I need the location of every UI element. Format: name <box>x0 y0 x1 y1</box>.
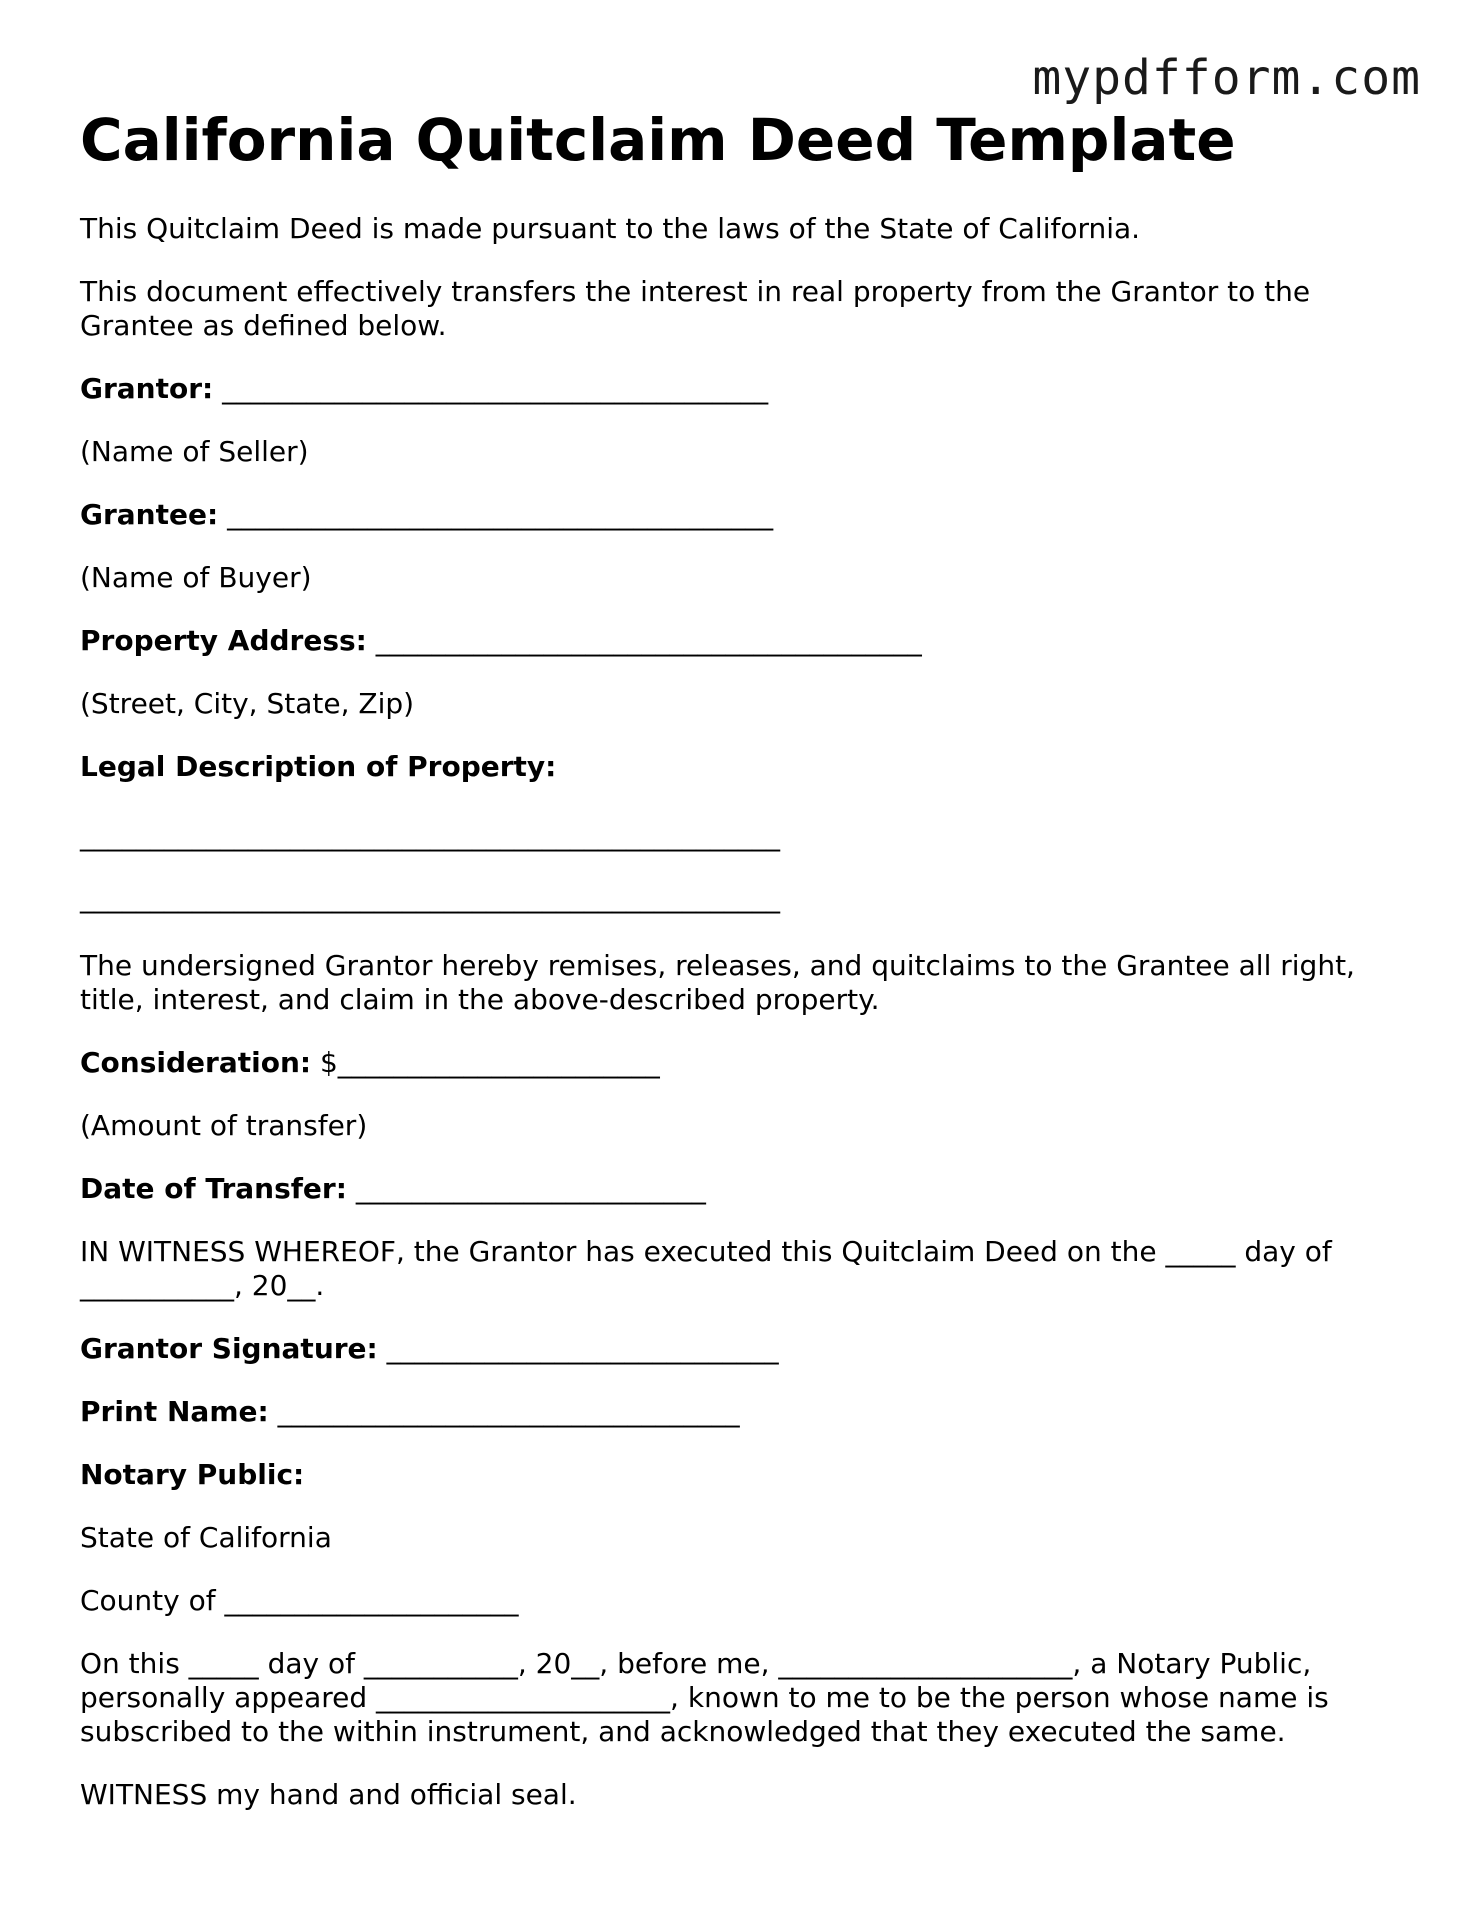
date-of-transfer-field <box>80 1172 1400 1206</box>
intro-paragraph-2: This document effectively transfers the interest in real property from the Grantor to the Grantee as defined below. <box>80 275 1311 342</box>
notary-county: County of _____________________ <box>80 1584 519 1617</box>
grantor-signature-field <box>80 1332 1400 1366</box>
notary-field <box>80 1458 1400 1492</box>
legal-description-label: Legal Description of Property: <box>80 750 557 783</box>
grantor-field <box>80 372 1400 406</box>
grantee-blank[interactable]: _______________________________________ <box>227 498 774 531</box>
date-of-transfer-blank[interactable]: _________________________ <box>355 1172 706 1205</box>
grantee-hint: (Name of Buyer) <box>80 561 312 594</box>
remise-paragraph: The undersigned Grantor hereby remises, releases, and quitclaims to the Grantee all right, title, interest, and claim in the above-described property. <box>80 949 1355 1016</box>
print-name-label: Print Name: <box>80 1395 269 1428</box>
property-address-label: Property Address: <box>80 624 367 657</box>
consideration-field <box>80 1046 1400 1080</box>
print-name-blank[interactable]: _________________________________ <box>277 1395 740 1428</box>
watermark: mypdfform.com <box>1032 50 1421 106</box>
property-address-field <box>80 624 1400 658</box>
notary-seal-statement: WITNESS my hand and official seal. <box>80 1778 577 1811</box>
consideration-blank[interactable]: $_______________________ <box>319 1046 660 1079</box>
consideration-hint: (Amount of transfer) <box>80 1109 368 1142</box>
notary-label: Notary Public: <box>80 1458 305 1491</box>
intro-paragraph-1: This Quitclaim Deed is made pursuant to the laws of the State of California. <box>80 212 1141 245</box>
grantor-blank[interactable]: _______________________________________ <box>222 372 769 405</box>
grantor-signature-label: Grantor Signature: <box>80 1332 378 1365</box>
property-address-hint: (Street, City, State, Zip) <box>80 687 415 720</box>
grantor-hint: (Name of Seller) <box>80 435 309 468</box>
legal-description-line-1[interactable]: __________________________________________________ <box>80 819 780 852</box>
date-of-transfer-label: Date of Transfer: <box>80 1172 347 1205</box>
property-address-blank[interactable]: _______________________________________ <box>375 624 922 657</box>
notary-state: State of California <box>80 1521 332 1554</box>
consideration-label: Consideration: <box>80 1046 312 1079</box>
witness-paragraph: IN WITNESS WHEREOF, the Grantor has executed this Quitclaim Deed on the _____ day of ___________, 20__. <box>80 1235 1332 1302</box>
page-title: California Quitclaim Deed Template <box>80 106 1236 174</box>
print-name-field <box>80 1395 1400 1429</box>
legal-description-line-2[interactable]: __________________________________________________ <box>80 881 780 914</box>
grantee-field <box>80 498 1400 532</box>
legal-description-field <box>80 750 1400 784</box>
grantee-label: Grantee: <box>80 498 219 531</box>
grantor-signature-blank[interactable]: ____________________________ <box>386 1332 779 1365</box>
grantor-label: Grantor: <box>80 372 214 405</box>
notary-acknowledgment: On this _____ day of ___________, 20__, before me, _____________________, a Notary Public, personally appeared _____________________, known to me to be the person whose name is subscribed to the within instrument, and acknowledged that they executed the same. <box>80 1647 1329 1748</box>
document-page <box>80 100 1400 1812</box>
